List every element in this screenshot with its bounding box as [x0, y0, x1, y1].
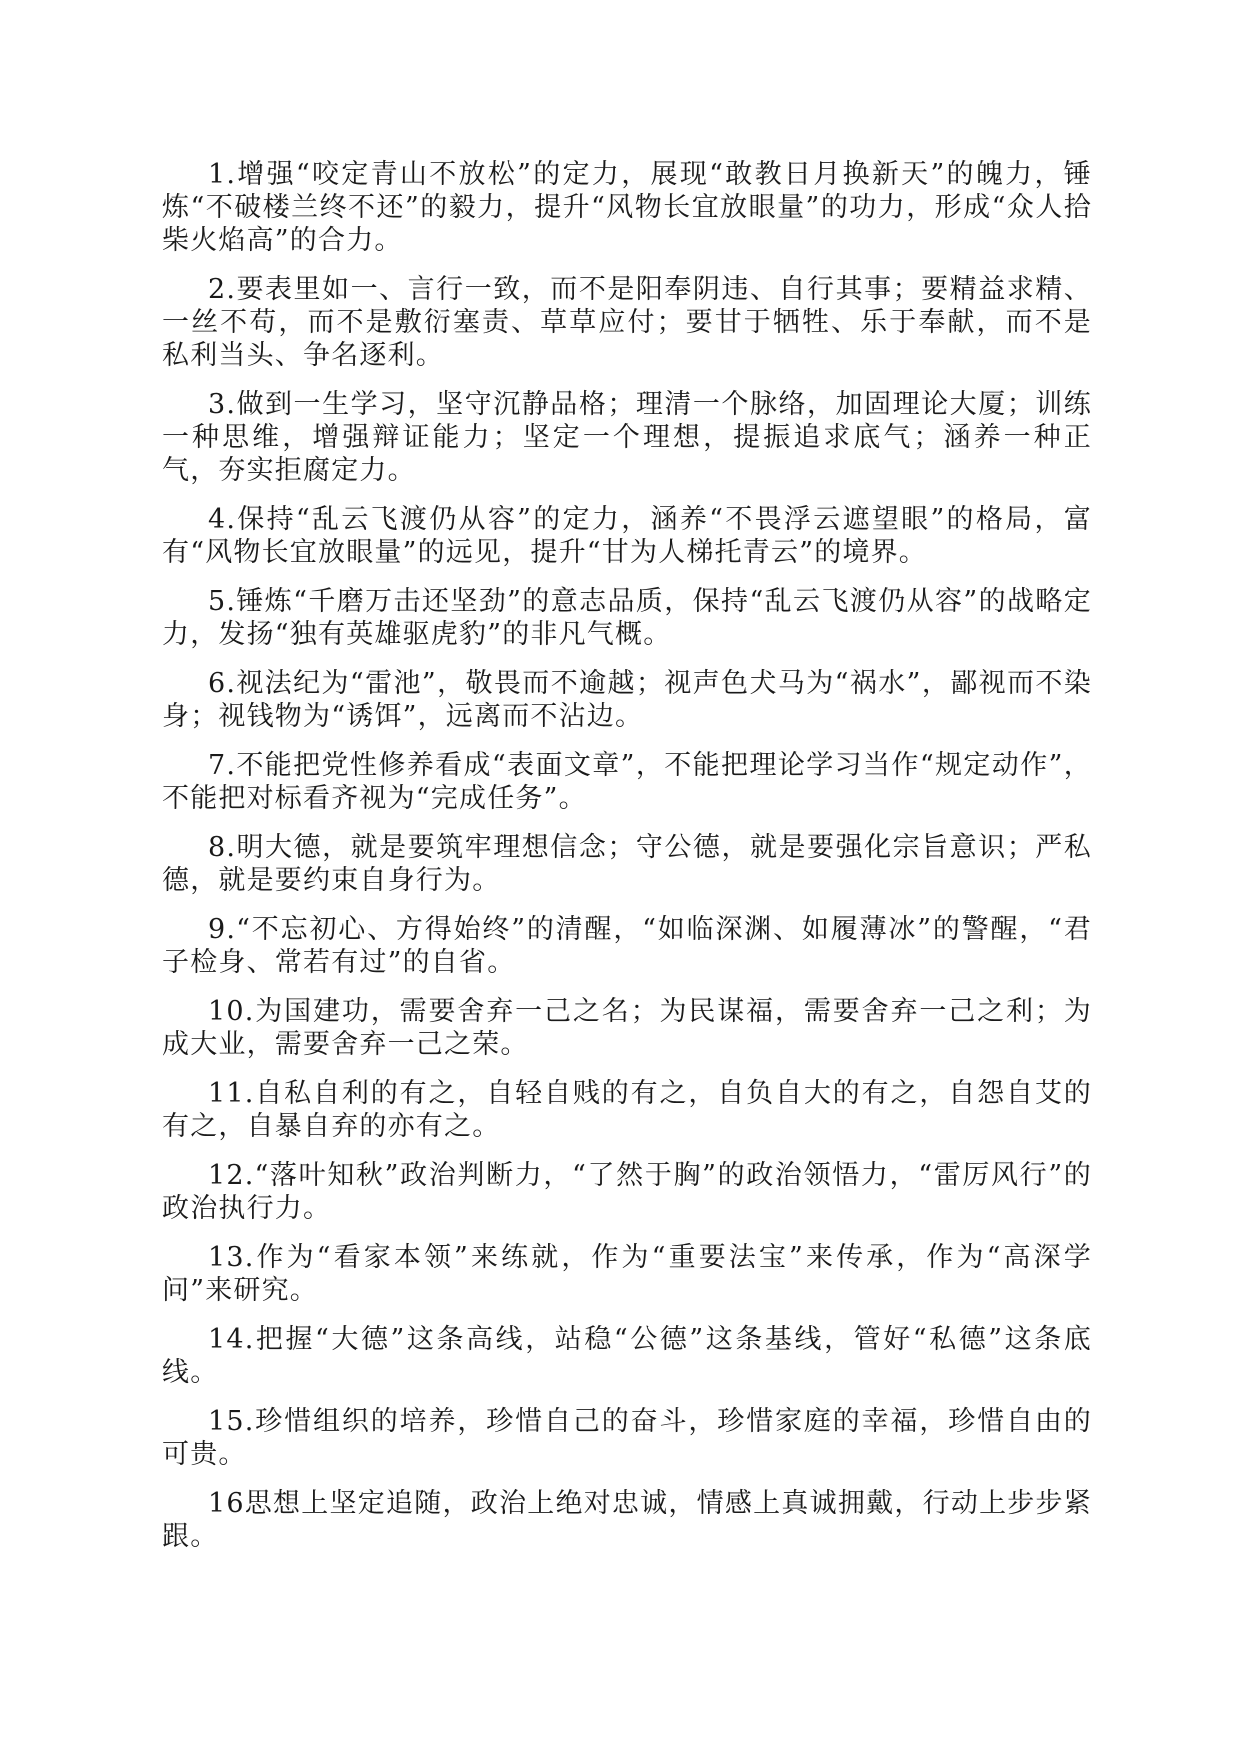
paragraph-8: 8.明大德，就是要筑牢理想信念；守公德，就是要强化宗旨意识；严私德，就是要约束自身行为。 — [162, 832, 1092, 896]
paragraph-5: 5.锤炼“千磨万击还坚劲”的意志品质，保持“乱云飞渡仍从容”的战略定力，发扬“独有英雄驱虎豹”的非凡气概。 — [162, 586, 1092, 650]
paragraph-16: 16思想上坚定追随，政治上绝对忠诚，情感上真诚拥戴，行动上步步紧跟。 — [162, 1488, 1092, 1552]
paragraph-13: 13.作为“看家本领”来练就，作为“重要法宝”来传承，作为“高深学问”来研究。 — [162, 1242, 1092, 1306]
paragraph-12: 12.“落叶知秋”政治判断力，“了然于胸”的政治领悟力，“雷厉风行”的政治执行力。 — [162, 1160, 1092, 1224]
document-body — [162, 158, 1092, 1569]
paragraph-10: 10.为国建功，需要舍弃一己之名；为民谋福，需要舍弃一己之利；为成大业，需要舍弃一己之荣。 — [162, 996, 1092, 1060]
paragraph-11: 11.自私自利的有之，自轻自贱的有之，自负自大的有之，自怨自艾的有之，自暴自弃的亦有之。 — [162, 1078, 1092, 1142]
paragraph-1: 1.增强“咬定青山不放松”的定力，展现“敢教日月换新天”的魄力，锤炼“不破楼兰终不还”的毅力，提升“风物长宜放眼量”的功力，形成“众人拾柴火焰高”的合力。 — [162, 159, 1092, 256]
paragraph-14: 14.把握“大德”这条高线，站稳“公德”这条基线，管好“私德”这条底线。 — [162, 1324, 1092, 1388]
paragraph-9: 9.“不忘初心、方得始终”的清醒，“如临深渊、如履薄冰”的警醒，“君子检身、常若有过”的自省。 — [162, 914, 1092, 978]
paragraph-4: 4.保持“乱云飞渡仍从容”的定力，涵养“不畏浮云遮望眼”的格局，富有“风物长宜放眼量”的远见，提升“甘为人梯托青云”的境界。 — [162, 504, 1092, 568]
paragraph-15: 15.珍惜组织的培养，珍惜自己的奋斗，珍惜家庭的幸福，珍惜自由的可贵。 — [162, 1406, 1092, 1470]
paragraph-7: 7.不能把党性修养看成“表面文章”，不能把理论学习当作“规定动作”，不能把对标看齐视为“完成任务”。 — [162, 750, 1092, 814]
paragraph-3: 3.做到一生学习，坚守沉静品格；理清一个脉络，加固理论大厦；训练一种思维，增强辩证能力；坚定一个理想，提振追求底气；涵养一种正气，夯实拒腐定力。 — [162, 389, 1092, 486]
paragraph-6: 6.视法纪为“雷池”，敬畏而不逾越；视声色犬马为“祸水”，鄙视而不染身；视钱物为“诱饵”，远离而不沾边。 — [162, 668, 1092, 732]
paragraph-2: 2.要表里如一、言行一致，而不是阳奉阴违、自行其事；要精益求精、一丝不苟，而不是敷衍塞责、草草应付；要甘于牺牲、乐于奉献，而不是私利当头、争名逐利。 — [162, 274, 1092, 371]
